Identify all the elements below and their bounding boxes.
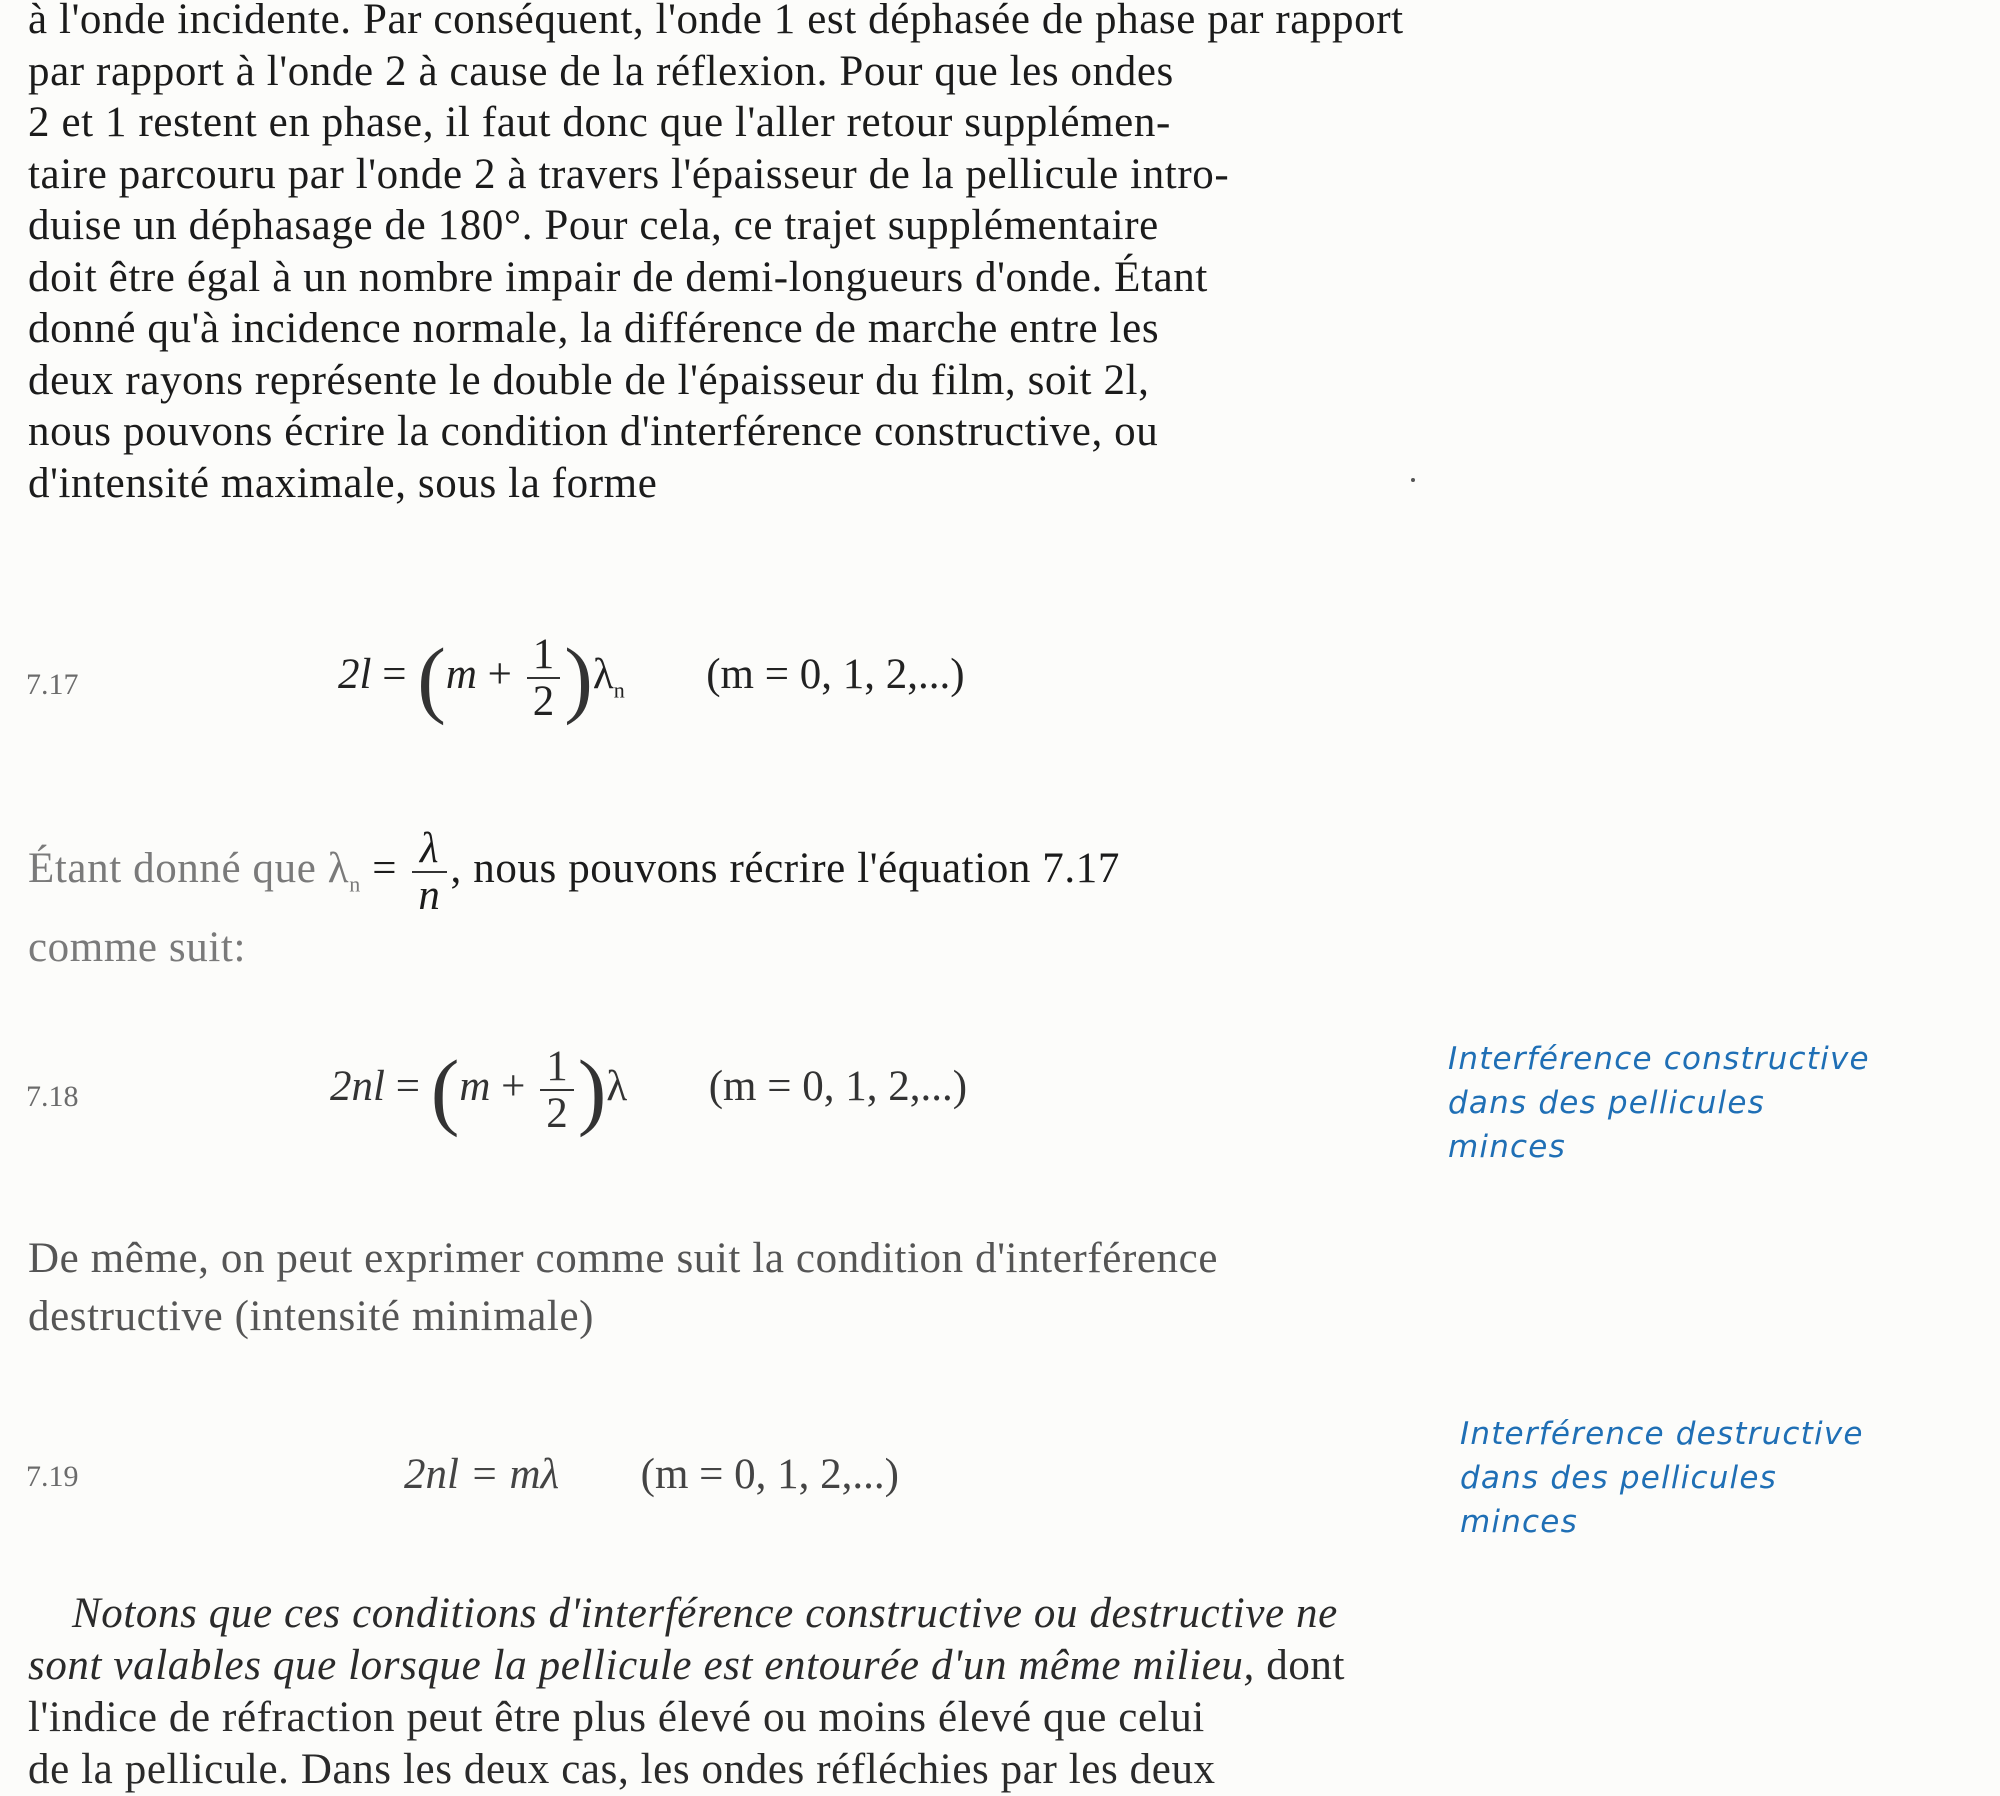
equation-number: 7.19 — [26, 1460, 79, 1493]
text-fragment: sont valables que lorsque la pellicule est entourée d'un même milieu, — [28, 1642, 1255, 1689]
margin-note-constructive — [1448, 1037, 1968, 1169]
text-line: Notons que ces conditions d'interférence constructive ou destructive ne — [72, 1590, 1338, 1637]
margin-note-destructive — [1460, 1412, 1980, 1544]
fraction-one-half — [527, 632, 561, 724]
paragraph-constructive-intro — [28, 0, 1404, 509]
eq-lhs: 2nl — [330, 1062, 385, 1110]
text-line: duise un déphasage de 180°. Pour cela, ce trajet supplémentaire — [28, 202, 1159, 249]
text-line: l'indice de réfraction peut être plus élevé ou moins élevé que celui — [28, 1694, 1205, 1741]
equation-number: 7.18 — [26, 1080, 79, 1113]
frac-denominator: 2 — [546, 1090, 568, 1137]
eq-plus: + — [501, 1062, 526, 1110]
text-fragment: Étant donné que λ — [28, 845, 350, 893]
text-line: doit être égal à un nombre impair de demi-longueurs d'onde. Étant — [28, 253, 1208, 301]
equals-sign: = — [372, 845, 398, 893]
eq-lambda-sub: n — [613, 677, 625, 703]
text-line: par rapport à l'onde 2 à cause de la réflexion. Pour que les ondes — [28, 47, 1174, 95]
fraction-lambda-over-n — [412, 826, 446, 918]
note-line: minces — [1460, 1504, 1578, 1540]
frac-denominator: n — [418, 872, 441, 920]
eq-expression: 2nl = mλ — [404, 1451, 560, 1498]
frac-denominator: 2 — [532, 678, 555, 725]
fraction-one-half — [540, 1044, 574, 1136]
note-line: dans des pellicules — [1448, 1085, 1765, 1121]
text-line: 2 et 1 restent en phase, il faut donc que l'aller retour supplémen- — [28, 99, 1171, 146]
eq-condition: (m = 0, 1, 2,...) — [706, 650, 965, 698]
text-line: à l'onde incidente. Par conséquent, l'onde 1 est déphasée de phase par rapport — [28, 0, 1404, 43]
stray-dot — [1411, 478, 1415, 482]
eq-plus: + — [487, 650, 512, 698]
text-line: destructive (intensité minimale) — [28, 1293, 595, 1340]
eq-equals: = — [382, 650, 407, 698]
note-line: Interférence constructive — [1448, 1041, 1870, 1077]
text-line: taire parcouru par l'onde 2 à travers l'épaisseur de la pellicule intro- — [28, 150, 1230, 198]
frac-numerator: λ — [412, 826, 446, 873]
equation-7-17 — [338, 628, 965, 728]
text-line — [28, 1640, 1398, 1692]
eq-m: m — [445, 650, 477, 698]
open-paren: ( — [417, 630, 446, 726]
close-paren: ) — [577, 1042, 607, 1138]
text-line: comme suit: — [28, 924, 246, 972]
eq-condition: (m = 0, 1, 2,...) — [708, 1062, 968, 1110]
lambda-sub: n — [349, 871, 361, 897]
text-line — [28, 826, 1368, 918]
eq-lhs: 2l — [338, 650, 372, 698]
note-line: minces — [1448, 1129, 1566, 1165]
text-line: d'intensité maximale, sous la forme — [28, 459, 658, 507]
text-fragment: , nous pouvons récrire l'équation 7.17 — [450, 845, 1120, 893]
equation-7-18 — [330, 1040, 967, 1140]
eq-m: m — [459, 1062, 491, 1110]
text-line: De même, on peut exprimer comme suit la condition d'interférence — [28, 1235, 1219, 1282]
text-line: nous pouvons écrire la condition d'interférence constructive, ou — [28, 408, 1159, 455]
eq-lambda: λ — [606, 1062, 628, 1110]
close-paren: ) — [564, 630, 593, 726]
note-line: Interférence destructive — [1460, 1416, 1864, 1452]
paragraph-destructive-intro — [28, 1230, 1388, 1346]
equation-number: 7.17 — [26, 668, 79, 701]
note-line: dans des pellicules — [1460, 1460, 1777, 1496]
eq-equals: = — [395, 1062, 420, 1110]
text-line: deux rayons représente le double de l'épaisseur du film, soit 2l, — [28, 356, 1150, 404]
equation-7-19 — [404, 1450, 899, 1499]
frac-numerator: 1 — [540, 1044, 574, 1091]
paragraph-rewrite — [28, 826, 1368, 978]
text-line: donné qu'à incidence normale, la différence de marche entre les — [28, 305, 1160, 352]
text-fragment: dont — [1254, 1642, 1346, 1689]
paragraph-validity-note — [28, 1588, 1398, 1796]
frac-numerator: 1 — [527, 632, 561, 679]
text-line: de la pellicule. Dans les deux cas, les ondes réfléchies par les deux — [28, 1746, 1216, 1793]
eq-lambda: λ — [592, 650, 614, 698]
open-paren: ( — [430, 1042, 460, 1138]
eq-condition: (m = 0, 1, 2,...) — [640, 1451, 899, 1498]
